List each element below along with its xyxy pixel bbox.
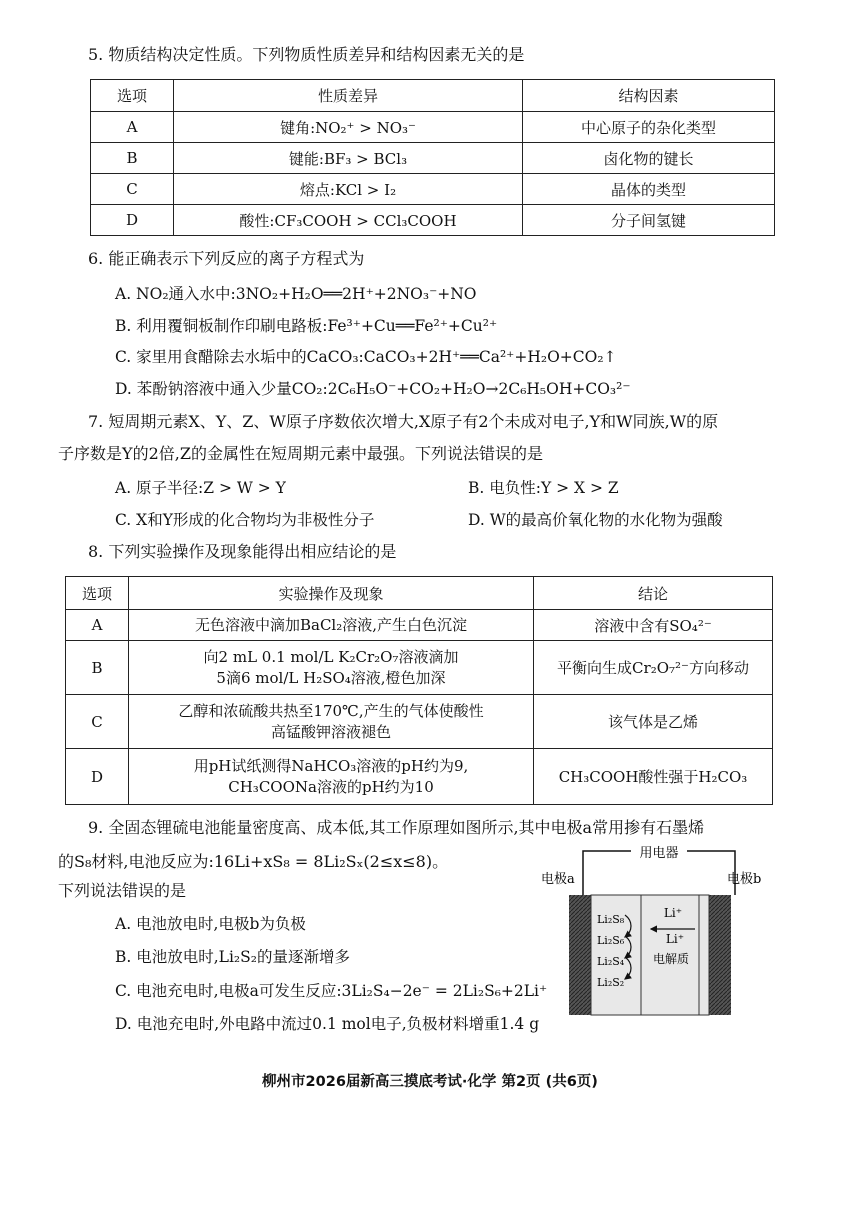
q5-stem: 5. 物质结构决定性质。下列物质性质差异和结构因素无关的是 — [88, 45, 525, 64]
row-option: C — [66, 695, 129, 749]
row-conclusion: 平衡向生成Cr₂O₇²⁻方向移动 — [534, 641, 773, 695]
q7-option-b: B. 电负性:Y > X > Z — [468, 479, 619, 497]
row-operation — [129, 610, 534, 641]
row-option: D — [91, 205, 174, 236]
q6-stem: 6. 能正确表示下列反应的离子方程式为 — [88, 249, 365, 268]
row-option: B — [91, 143, 174, 174]
electrode-a-label: 电极a — [541, 872, 575, 887]
q9-option-c: C. 电池充电时,电极a可发生反应:3Li₂S₄−2e⁻ = 2Li₂S₆+2Li⁺ — [115, 982, 548, 1000]
q6-option-c: C. 家里用食醋除去水垢中的CaCO₃:CaCO₃+2H⁺══Ca²⁺+H₂O+CO₂↑ — [115, 348, 617, 366]
row-option: C — [91, 174, 174, 205]
row-conclusion: CH₃COOH酸性强于H₂CO₃ — [534, 749, 773, 805]
q8-table — [65, 576, 773, 805]
q7-option-a: A. 原子半径:Z > W > Y — [115, 479, 286, 497]
q6-option-d: D. 苯酚钠溶液中通入少量CO₂:2C₆H₅O⁻+CO₂+H₂O→2C₆H₅OH+CO₃²⁻ — [115, 380, 631, 398]
row-property: 酸性:CF₃COOH > CCl₃COOH — [174, 205, 523, 236]
row-factor: 卤化物的键长 — [523, 143, 775, 174]
row-conclusion: 该气体是乙烯 — [534, 695, 773, 749]
species-label: Li₂S₆ — [597, 934, 625, 947]
electrode-b — [709, 895, 731, 1015]
electrode-a — [569, 895, 591, 1015]
row-option: B — [66, 641, 129, 695]
header-factor: 结构因素 — [523, 80, 775, 112]
electrolyte-label: 电解质 — [652, 952, 690, 966]
header-option: 选项 — [66, 577, 129, 610]
q6-option-b: B. 利用覆铜板制作印刷电路板:Fe³⁺+Cu══Fe²⁺+Cu²⁺ — [115, 317, 498, 335]
table-row — [91, 174, 775, 205]
q9-stem-line2: 的S₈材料,电池反应为:16Li+xS₈ = 8Li₂Sₓ(2≤x≤8)。 — [58, 852, 449, 871]
row-option: A — [91, 112, 174, 143]
q6-option-a: A. NO₂通入水中:3NO₂+H₂O══2H⁺+2NO₃⁻+NO — [115, 285, 477, 303]
row-operation — [129, 641, 534, 695]
device-label: 用电器 — [639, 846, 679, 861]
ion-label: Li⁺ — [663, 906, 683, 920]
table-row — [66, 610, 773, 641]
q7-stem-line2: 子序数是Y的2倍,Z的金属性在短周期元素中最强。下列说法错误的是 — [58, 444, 543, 463]
row-factor: 中心原子的杂化类型 — [523, 112, 775, 143]
species-label: Li₂S₈ — [597, 913, 625, 926]
q5-table — [90, 79, 775, 236]
row-factor: 晶体的类型 — [523, 174, 775, 205]
operation-line: 乙醇和浓硫酸共热至170℃,产生的气体使酸性 — [178, 701, 484, 720]
q7-option-d: D. W的最高价氧化物的水化物为强酸 — [468, 511, 723, 529]
operation-line: 无色溶液中滴加BaCl₂溶液,产生白色沉淀 — [194, 615, 468, 634]
row-factor: 分子间氢键 — [523, 205, 775, 236]
operation-line: 高锰酸钾溶液褪色 — [270, 722, 391, 741]
operation-line: 向2 mL 0.1 mol/L K₂Cr₂O₇溶液滴加 — [203, 647, 459, 666]
header-property: 性质差异 — [174, 80, 523, 112]
row-property: 键角:NO₂⁺ > NO₃⁻ — [174, 112, 523, 143]
q9-stem-line1: 9. 全固态锂硫电池能量密度高、成本低,其工作原理如图所示,其中电极a常用掺有石墨烯 — [88, 818, 705, 837]
species-label: Li₂S₂ — [597, 976, 625, 989]
table-row — [91, 112, 775, 143]
q7-stem-line1: 7. 短周期元素X、Y、Z、W原子序数依次增大,X原子有2个未成对电子,Y和W同族,W的原 — [88, 412, 719, 431]
row-property: 键能:BF₃ > BCl₃ — [174, 143, 523, 174]
row-operation — [129, 695, 534, 749]
operation-line: 5滴6 mol/L H₂SO₄溶液,橙色加深 — [216, 668, 446, 687]
q7-option-c: C. X和Y形成的化合物均为非极性分子 — [115, 511, 375, 529]
header-option: 选项 — [91, 80, 174, 112]
q9-option-a: A. 电池放电时,电极b为负极 — [115, 915, 306, 933]
page-footer: 柳州市2026届新高三摸底考试·化学 第2页 (共6页) — [262, 1074, 598, 1090]
table-row — [66, 641, 773, 695]
row-option: D — [66, 749, 129, 805]
row-conclusion: 溶液中含有SO₄²⁻ — [534, 610, 773, 641]
q9-stem-line3: 下列说法错误的是 — [58, 881, 187, 900]
table-row — [66, 749, 773, 805]
table-row — [66, 695, 773, 749]
header-conclusion: 结论 — [534, 577, 773, 610]
q9-option-d: D. 电池充电时,外电路中流过0.1 mol电子,负极材料增重1.4 g — [115, 1015, 540, 1033]
operation-line: 用pH试纸测得NaHCO₃溶液的pH约为9, — [193, 756, 469, 775]
battery-diagram — [535, 843, 775, 1023]
row-operation — [129, 749, 534, 805]
table-row — [91, 143, 775, 174]
table-row — [91, 205, 775, 236]
table-header-row — [66, 577, 773, 610]
electrode-b-label: 电极b — [727, 872, 762, 887]
q8-stem: 8. 下列实验操作及现象能得出相应结论的是 — [88, 542, 397, 561]
q9-option-b: B. 电池放电时,Li₂S₂的量逐渐增多 — [115, 948, 350, 966]
species-label: Li₂S₄ — [597, 955, 625, 968]
table-header-row — [91, 80, 775, 112]
row-option: A — [66, 610, 129, 641]
row-property: 熔点:KCl > I₂ — [174, 174, 523, 205]
operation-line: CH₃COONa溶液的pH约为10 — [228, 777, 434, 796]
header-operation: 实验操作及现象 — [129, 577, 534, 610]
ion-label: Li⁺ — [665, 932, 685, 946]
